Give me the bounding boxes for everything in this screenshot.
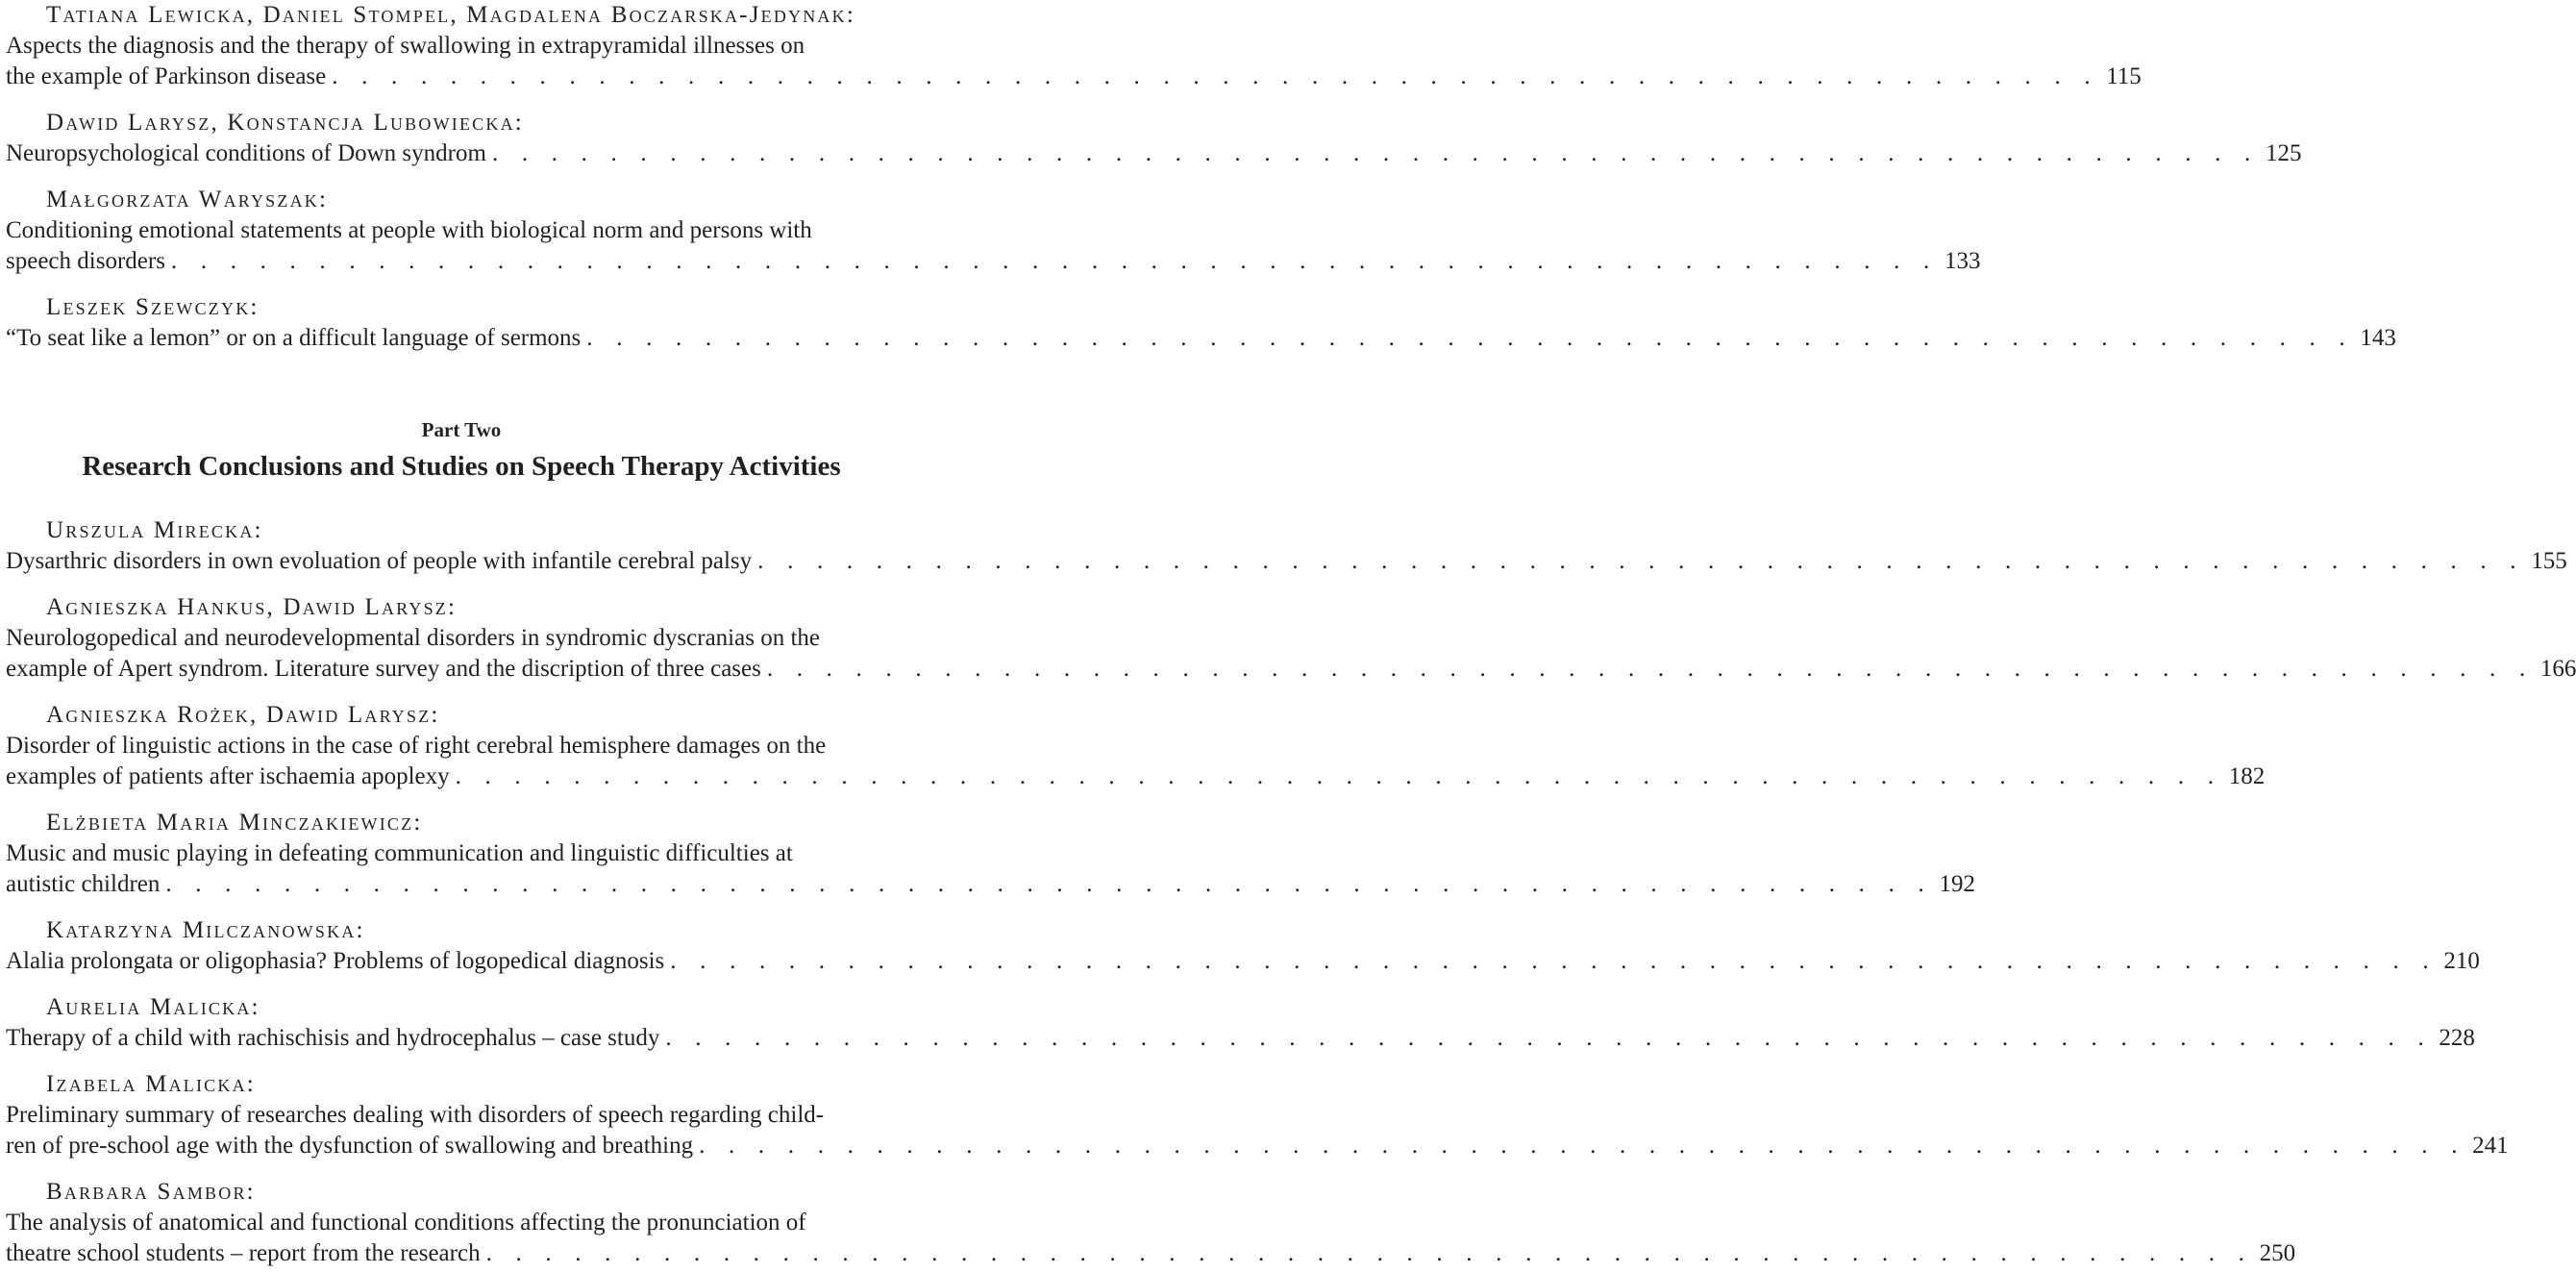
entry-author: Tatiana Lewicka, Daniel Stompel, Magdalena Boczarska-Jedynak: — [46, 2, 855, 28]
part-heading — [0, 417, 923, 484]
entry-title-last-line — [6, 138, 2302, 169]
entry-author: Dawid Larysz, Konstancja Lubowiecka: — [46, 110, 524, 136]
dot-leader: . . . . . . . . . . . . . . . . . . . . . . . . . . . . . . . . . . . . . . . . . . . . . . . . . . . . . . . . . . . . — [699, 1133, 2466, 1159]
toc-entry — [6, 0, 2142, 92]
page-number: 155 — [2531, 548, 2567, 574]
toc-entry — [6, 992, 2475, 1054]
toc-entry — [6, 1177, 2296, 1269]
entry-title-line: Conditioning emotional statements at people with biological norm and persons with — [6, 217, 812, 243]
page-number: 166 — [2539, 656, 2576, 682]
entry-title-text: Alalia prolongata or oligophasia? Problems of logopedical diagnosis — [6, 948, 665, 974]
page-number: 143 — [2360, 325, 2396, 351]
page-number: 250 — [2259, 1240, 2296, 1266]
toc-entry — [6, 915, 2480, 977]
dot-leader: . . . . . . . . . . . . . . . . . . . . . . . . . . . . . . . . . . . . . . . . . . . . . . . . . . . . . . . . . . . . — [766, 656, 2535, 682]
entry-title-text: Neuropsychological conditions of Down syndrom — [6, 140, 486, 166]
entry-title-line: The analysis of anatomical and functional conditions affecting the pronunciation of — [6, 1210, 806, 1236]
entry-title-line: Disorder of linguistic actions in the case of right cerebral hemisphere damages on the — [6, 733, 827, 759]
entry-author: Agnieszka Rożek, Dawid Larysz: — [46, 702, 440, 728]
entry-title-last-line — [6, 869, 1975, 900]
toc-entry — [6, 1069, 2509, 1161]
entry-title-text: Therapy of a child with rachischisis and hydrocephalus – case study — [6, 1025, 660, 1051]
entry-title-text: theatre school students – report from the research — [6, 1240, 481, 1266]
toc-entry — [6, 108, 2302, 169]
entry-title-last-line — [6, 1238, 2296, 1269]
dot-leader: . . . . . . . . . . . . . . . . . . . . . . . . . . . . . . . . . . . . . . . . . . . . . . . . . . . . . . . . . . . . — [665, 1025, 2433, 1051]
dot-leader: . . . . . . . . . . . . . . . . . . . . . . . . . . . . . . . . . . . . . . . . . . . . . . . . . . . . . . . . . . . . — [455, 763, 2223, 789]
toc-entry — [6, 515, 2567, 577]
entry-title-text: example of Apert syndrom. Literature survey and the discription of three cases — [6, 656, 761, 682]
entry-author: Katarzyna Milczanowska: — [46, 917, 365, 943]
entry-title-text: “To seat like a lemon” or on a difficult language of sermons — [6, 325, 582, 351]
entry-title-line: Aspects the diagnosis and the therapy of swallowing in extrapyramidal illnesses on — [6, 33, 805, 59]
entry-title-line: Preliminary summary of researches dealing with disorders of speech regarding child- — [6, 1102, 825, 1128]
entry-title-last-line — [6, 323, 2396, 354]
entry-author: Izabela Malicka: — [46, 1071, 256, 1097]
dot-leader: . . . . . . . . . . . . . . . . . . . . . . . . . . . . . . . . . . . . . . . . . . . . . . . . . . . . . . . . . . . . — [670, 948, 2438, 974]
page-number: 182 — [2228, 763, 2266, 789]
entry-title-last-line — [6, 1131, 2509, 1161]
toc-part-two-entries — [6, 515, 2576, 1269]
toc-entry — [6, 700, 2266, 792]
dot-leader: . . . . . . . . . . . . . . . . . . . . . . . . . . . . . . . . . . . . . . . . . . . . . . . . . . . . . . . . . . . . — [165, 871, 1933, 897]
entry-title-text: the example of Parkinson disease — [6, 63, 327, 89]
entry-title-line: Neurologopedical and neurodevelopmental disorders in syndromic dyscranias on the — [6, 625, 820, 651]
entry-author: Barbara Sambor: — [46, 1179, 256, 1205]
entry-title-last-line — [6, 546, 2567, 577]
entry-author: Aurelia Malicka: — [46, 994, 260, 1020]
dot-leader: . . . . . . . . . . . . . . . . . . . . . . . . . . . . . . . . . . . . . . . . . . . . . . . . . . . . . . . . . . . . — [170, 248, 1939, 274]
entry-author: Urszula Mirecka: — [46, 517, 263, 543]
dot-leader: . . . . . . . . . . . . . . . . . . . . . . . . . . . . . . . . . . . . . . . . . . . . . . . . . . . . . . . . . . . . — [332, 63, 2099, 89]
toc-entry — [6, 592, 2576, 685]
entry-title-line: Music and music playing in defeating communication and linguistic difficulties at — [6, 840, 793, 866]
part-title: Research Conclusions and Studies on Speech Therapy Activities — [82, 451, 841, 482]
entry-author: Małgorzata Waryszak: — [46, 187, 329, 212]
toc-entry — [6, 808, 1975, 900]
page-number: 228 — [2439, 1025, 2475, 1051]
entry-title-last-line — [6, 946, 2480, 977]
page-number: 133 — [1944, 248, 1981, 274]
entry-title-text: ren of pre-school age with the dysfunction of swallowing and breathing — [6, 1133, 694, 1159]
page-number: 241 — [2472, 1133, 2509, 1159]
page-number: 115 — [2106, 63, 2142, 89]
toc-entry — [6, 292, 2396, 354]
dot-leader: . . . . . . . . . . . . . . . . . . . . . . . . . . . . . . . . . . . . . . . . . . . . . . . . . . . . . . . . . . . . — [491, 140, 2260, 166]
entry-title-last-line — [6, 246, 1981, 277]
entry-title-last-line — [6, 654, 2576, 685]
dot-leader: . . . . . . . . . . . . . . . . . . . . . . . . . . . . . . . . . . . . . . . . . . . . . . . . . . . . . . . . . . . . — [485, 1240, 2254, 1266]
entry-title-last-line — [6, 761, 2266, 792]
toc-part-one-entries — [6, 0, 2396, 354]
entry-title-text: speech disorders — [6, 248, 165, 274]
page-number: 125 — [2266, 140, 2302, 166]
entry-title-text: autistic children — [6, 871, 161, 897]
entry-author: Agnieszka Hankus, Dawid Larysz: — [46, 594, 458, 620]
page-number: 192 — [1939, 871, 1975, 897]
entry-author: Leszek Szewczyk: — [46, 294, 260, 320]
entry-title-text: examples of patients after ischaemia apoplexy — [6, 763, 450, 789]
part-label: Part Two — [421, 418, 502, 441]
page-number: 210 — [2443, 948, 2480, 974]
toc-entry — [6, 185, 1981, 277]
entry-author: Elżbieta Maria Minczakiewicz: — [46, 810, 423, 836]
dot-leader: . . . . . . . . . . . . . . . . . . . . . . . . . . . . . . . . . . . . . . . . . . . . . . . . . . . . . . . . . . . . — [757, 548, 2525, 574]
dot-leader: . . . . . . . . . . . . . . . . . . . . . . . . . . . . . . . . . . . . . . . . . . . . . . . . . . . . . . . . . . . . — [586, 325, 2354, 351]
entry-title-text: Dysarthric disorders in own evoluation of people with infantile cerebral palsy — [6, 548, 753, 574]
entry-title-last-line — [6, 62, 2142, 92]
entry-title-last-line — [6, 1023, 2475, 1054]
